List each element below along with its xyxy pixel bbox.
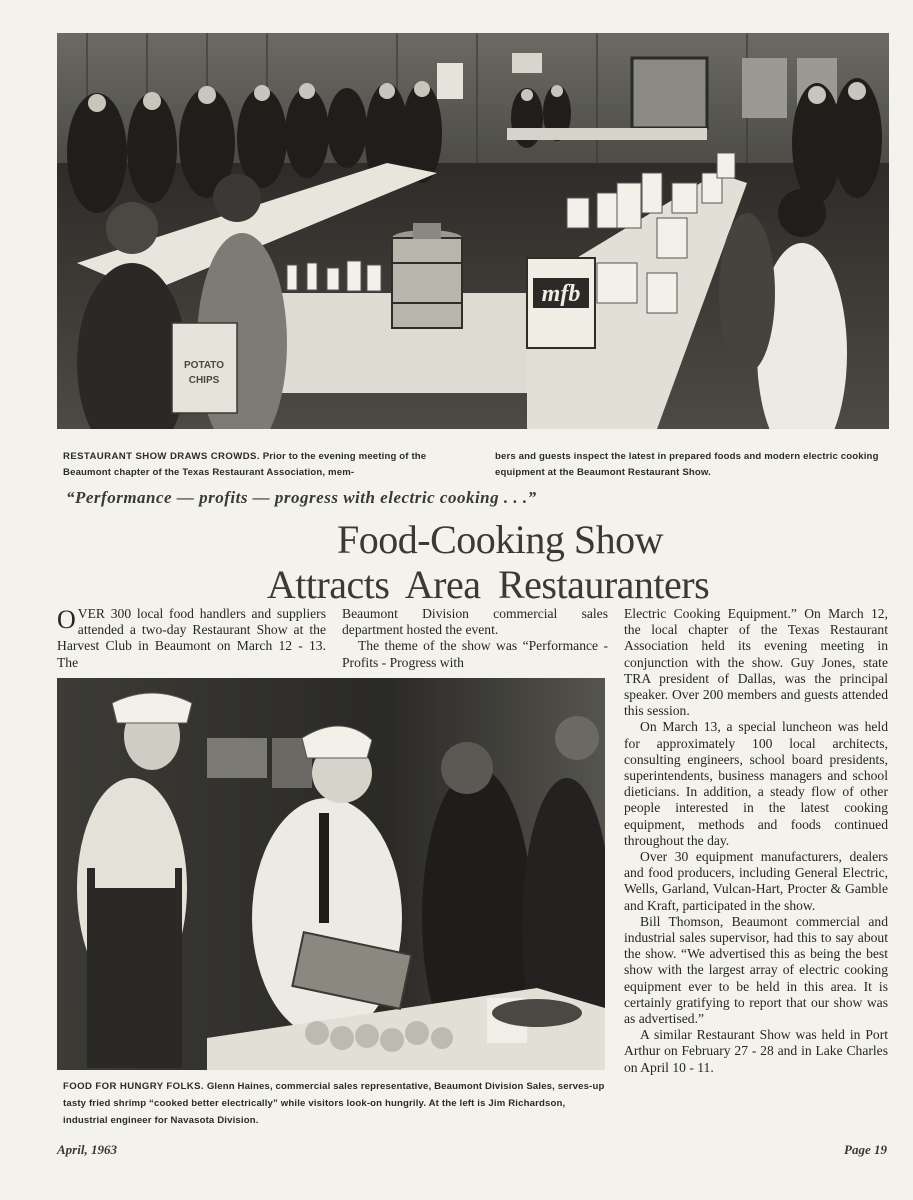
article-paragraph: A similar Restaurant Show was held in Port Arthur on February 27 - 28 and in Lake Charles on April 10 - 11.: [624, 1027, 888, 1075]
article-paragraph: Bill Thomson, Beaumont commercial and industrial sales supervisor, had this to say about the show. “We advertised this as being the best show with the largest array of electric cooking equipment ever to be held in this area. It is certainly gratifying to report that our show was as advertised.”: [624, 913, 888, 1027]
top-photo-caption-right: bers and guests inspect the latest in prepared foods and modern electric cooking equipment at the Beaumont Restaurant Show.: [495, 451, 879, 478]
serving-food-illustration: [57, 678, 605, 1070]
serving-food-photo: [57, 678, 605, 1070]
headline-line-2: Attracts Area Restauranters: [266, 562, 710, 607]
tagline: “Performance — profits — progress with electric cooking . . .”: [66, 488, 537, 507]
chip-bag-text-2: CHIPS: [188, 375, 220, 386]
bottom-caption-heading: FOOD FOR HUNGRY FOLKS.: [63, 1081, 204, 1092]
article-paragraph: Electric Cooking Equipment.” On March 12, the local chapter of the Texas Restaurant Association held its evening meeting in conjunction with the show. Guy Jones, state TRA president of Dallas, was the principal speaker. Over 200 members and guests attended this session.: [624, 606, 888, 719]
article-column-2: [342, 606, 608, 671]
headline-line-1: Food-Cooking Show: [337, 517, 663, 562]
article-paragraph: On March 13, a special luncheon was held for approximately 100 local architects, consulting engineers, school board presidents, superintendents, business managers and school dieticians. In addition, a steady flow of other people interested in the latest cooking equipment, methods and foods continued throughout the day.: [624, 719, 888, 848]
article-paragraph: Beaumont Division commercial sales department hosted the event.: [342, 606, 608, 638]
article-column-1: [57, 606, 326, 671]
restaurant-show-photo: [57, 33, 889, 429]
mfb-box-label: mfb: [541, 281, 581, 307]
article-paragraph: Over 30 equipment manufacturers, dealers and food producers, including General Electric, Wells, Garland, Vulcan-Hart, Procter & Gamble and Kraft, participated in the show.: [624, 849, 888, 913]
bottom-photo-caption: [63, 1078, 608, 1129]
top-caption-heading: RESTAURANT SHOW DRAWS CROWDS.: [63, 451, 260, 462]
issue-date: April, 1963: [57, 1142, 117, 1157]
article-paragraph: The theme of the show was “Performance - Profits - Progress with: [342, 638, 608, 670]
chip-bag-text-1: POTATO: [184, 360, 224, 371]
article-column-3: [624, 606, 888, 1076]
bottom-caption-text: Glenn Haines, commercial sales representative, Beaumont Division Sales, serves-up tasty fried shrimp “cooked better electrically” while visitors look-on hungrily. At the left is Jim Richardson, industrial engineer for Navasota Division.: [63, 1081, 605, 1126]
top-photo-caption-left: [63, 449, 467, 481]
restaurant-show-illustration: [57, 33, 889, 429]
drop-cap: O: [57, 605, 76, 634]
page-number: Page 19: [844, 1142, 887, 1157]
top-caption-text-left: Prior to the evening meeting of the Beaumont chapter of the Texas Restaurant Association, mem-: [63, 451, 427, 478]
article-text-col1: VER 300 local food handlers and suppliers attended a two-day Restaurant Show at the Harvest Club in Beaumont on March 12 - 13. The: [57, 606, 326, 670]
